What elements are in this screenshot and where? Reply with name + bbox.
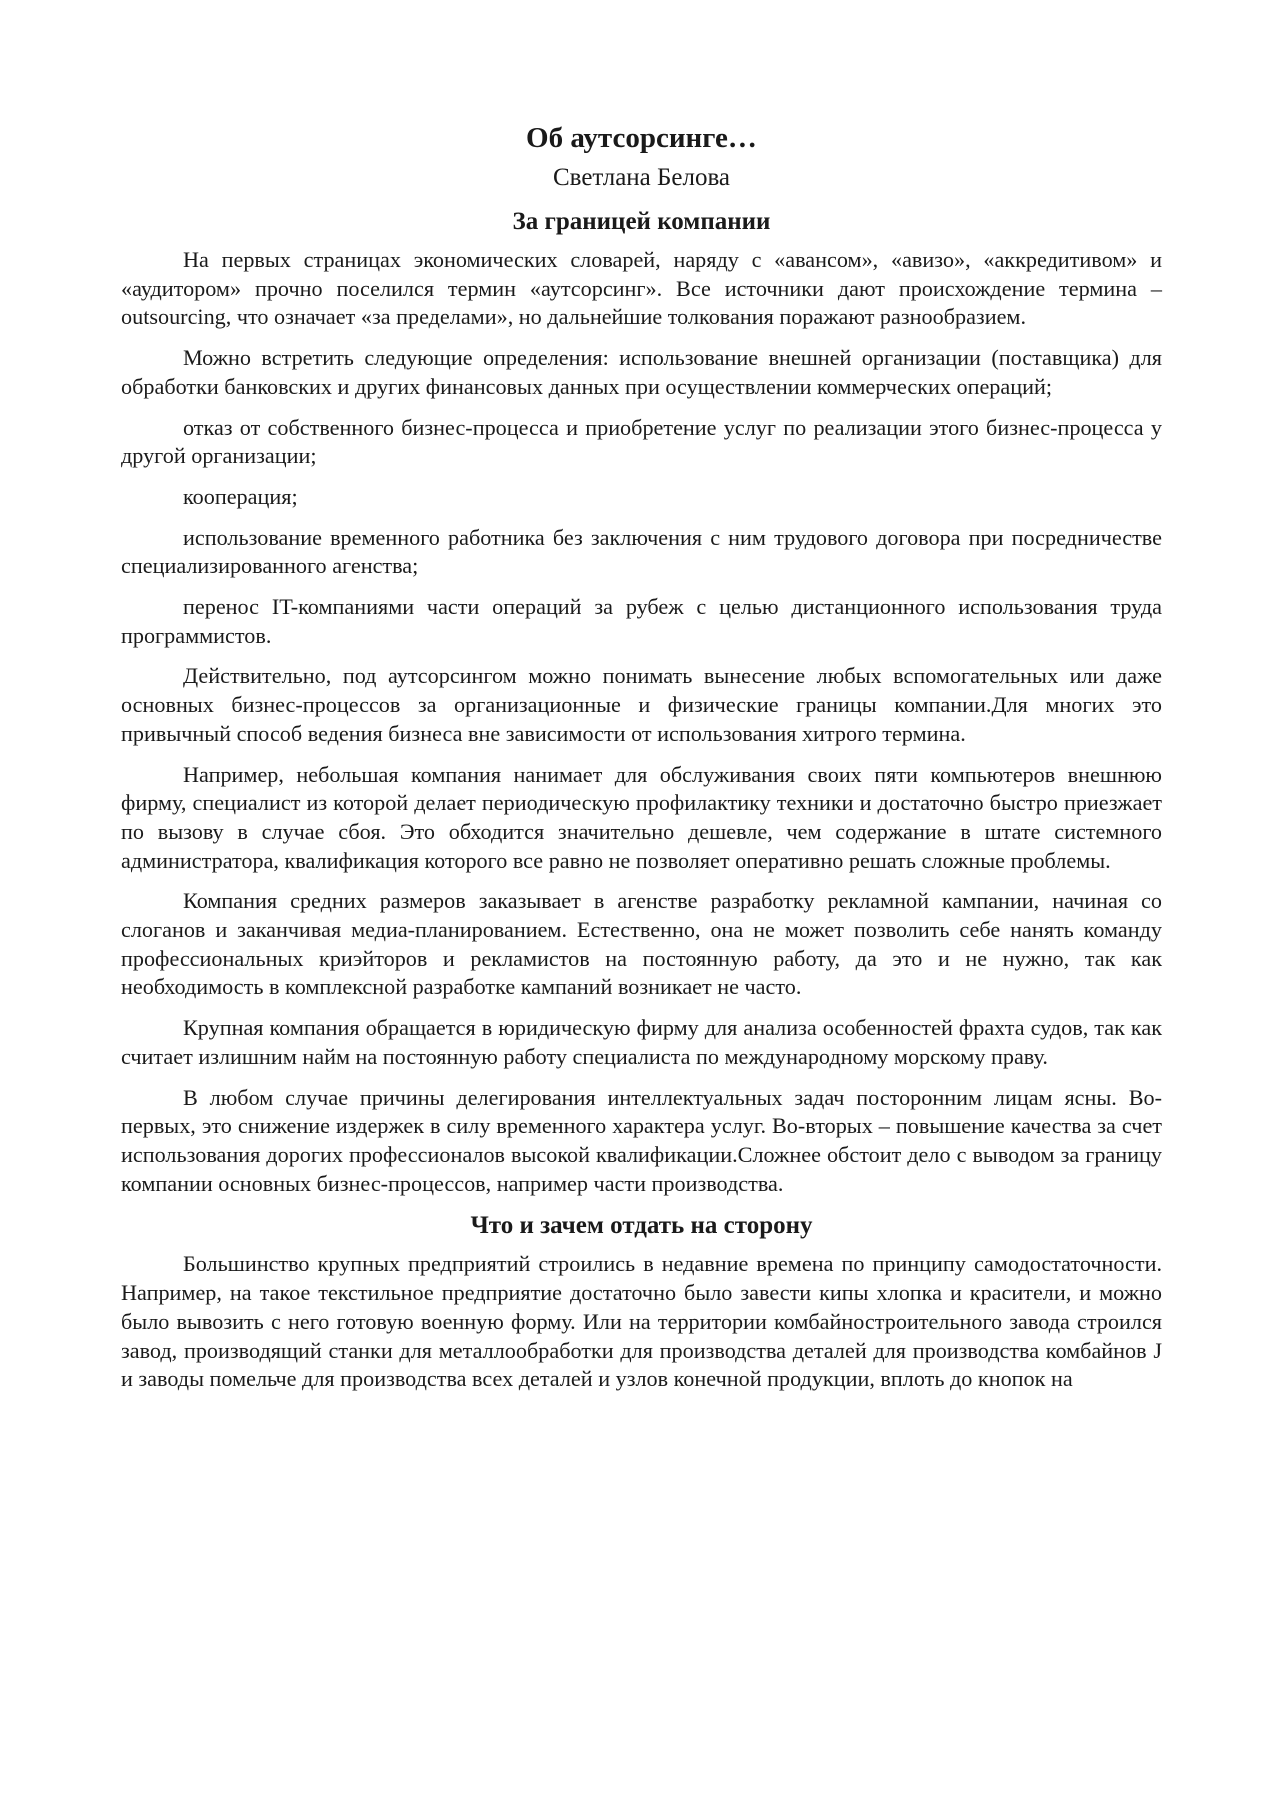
paragraph: Крупная компания обращается в юридическую фирму для анализа особенностей фрахта судов, так как считает излишним найм на постоянную работу специалиста по международному морскому праву. (121, 1015, 1162, 1069)
section-heading: Что и зачем отдать на сторону (470, 1212, 813, 1240)
document-title: Об аутсорсинге… (526, 122, 757, 154)
document-author: Светлана Белова (552, 164, 731, 191)
section-what-to-outsource (121, 1210, 1162, 1394)
paragraph: В любом случае причины делегирования интеллектуальных задач посторонним лицам ясны. Во-первых, это снижение издержек в силу временного характера услуг. Во-вторых – повышение качества за счет использования дорогих профессионалов высокой квалификации.Сложнее обстоит дело с выводом за границу компании основных бизнес-процессов, например части производства. (121, 1084, 1162, 1196)
paragraph: отказ от собственного бизнес-процесса и приобретение услуг по реализации этого бизнес-процесса у другой организации; (121, 414, 1162, 469)
paragraph: Например, небольшая компания нанимает для обслуживания своих пяти компьютеров внешнюю фирму, специалист из которой делает периодическую профилактику техники и достаточно быстро приезжает по вызову в случае сбоя. Это обходится значительно дешевле, чем содержание в штате системного администратора, квалификация которого все равно не позволяет оперативно решать сложные проблемы. (121, 761, 1162, 873)
section-beyond-company (121, 206, 1162, 1198)
paragraph: Действительно, под аутсорсингом можно понимать вынесение любых вспомогательных или даже основных бизнес-процессов за организационные и физические границы компании.Для многих это привычный способ ведения бизнеса вне зависимости от использования хитрого термина. (121, 663, 1162, 746)
paragraph: Компания средних размеров заказывает в агенстве разработку рекламной кампании, начиная со слоганов и заканчивая медиа-планированием. Естественно, она не может позволить себе нанять команду профессиональных криэйторов и рекламистов на постоянную работу, да это и не нужно, так как необходимость в комплексной разработке кампаний возникает не часто. (121, 888, 1162, 1000)
paragraph: использование временного работника без заключения с ним трудового договора при посредничестве специализированного агенства; (121, 524, 1162, 579)
paragraph: На первых страницах экономических словарей, наряду с «авансом», «авизо», «аккредитивом» и «аудитором» прочно поселился термин «аутсорсинг». Все источники дают происхождение термина – outsourcing, что означает «за пределами», но дальнейшие толкования поражают разнообразием. (121, 247, 1162, 330)
paragraph: кооперация; (183, 483, 298, 509)
paragraph: Можно встретить следующие определения: использование внешней организации (поставщика) для обработки банковских и других финансовых данных при осуществлении коммерческих операций; (121, 345, 1162, 399)
section-heading: За границей компании (512, 208, 771, 235)
document-page (121, 120, 1162, 1406)
paragraph: перенос IT-компаниями части операций за рубеж с целью дистанционного использования труда программистов. (121, 594, 1162, 648)
paragraph: Большинство крупных предприятий строились в недавние времена по принципу самодостаточности. Например, на такое текстильное предприятие достаточно было завести кипы хлопка и красители, и можно было вывозить с него готовую военную форму. Или на территории комбайностроительного завода строился завод, производящий станки для металлообработки для производства деталей для производства комбайнов J и заводы помельче для производства всех деталей и узлов конечной продукции, вплоть до кнопок на (121, 1251, 1162, 1392)
